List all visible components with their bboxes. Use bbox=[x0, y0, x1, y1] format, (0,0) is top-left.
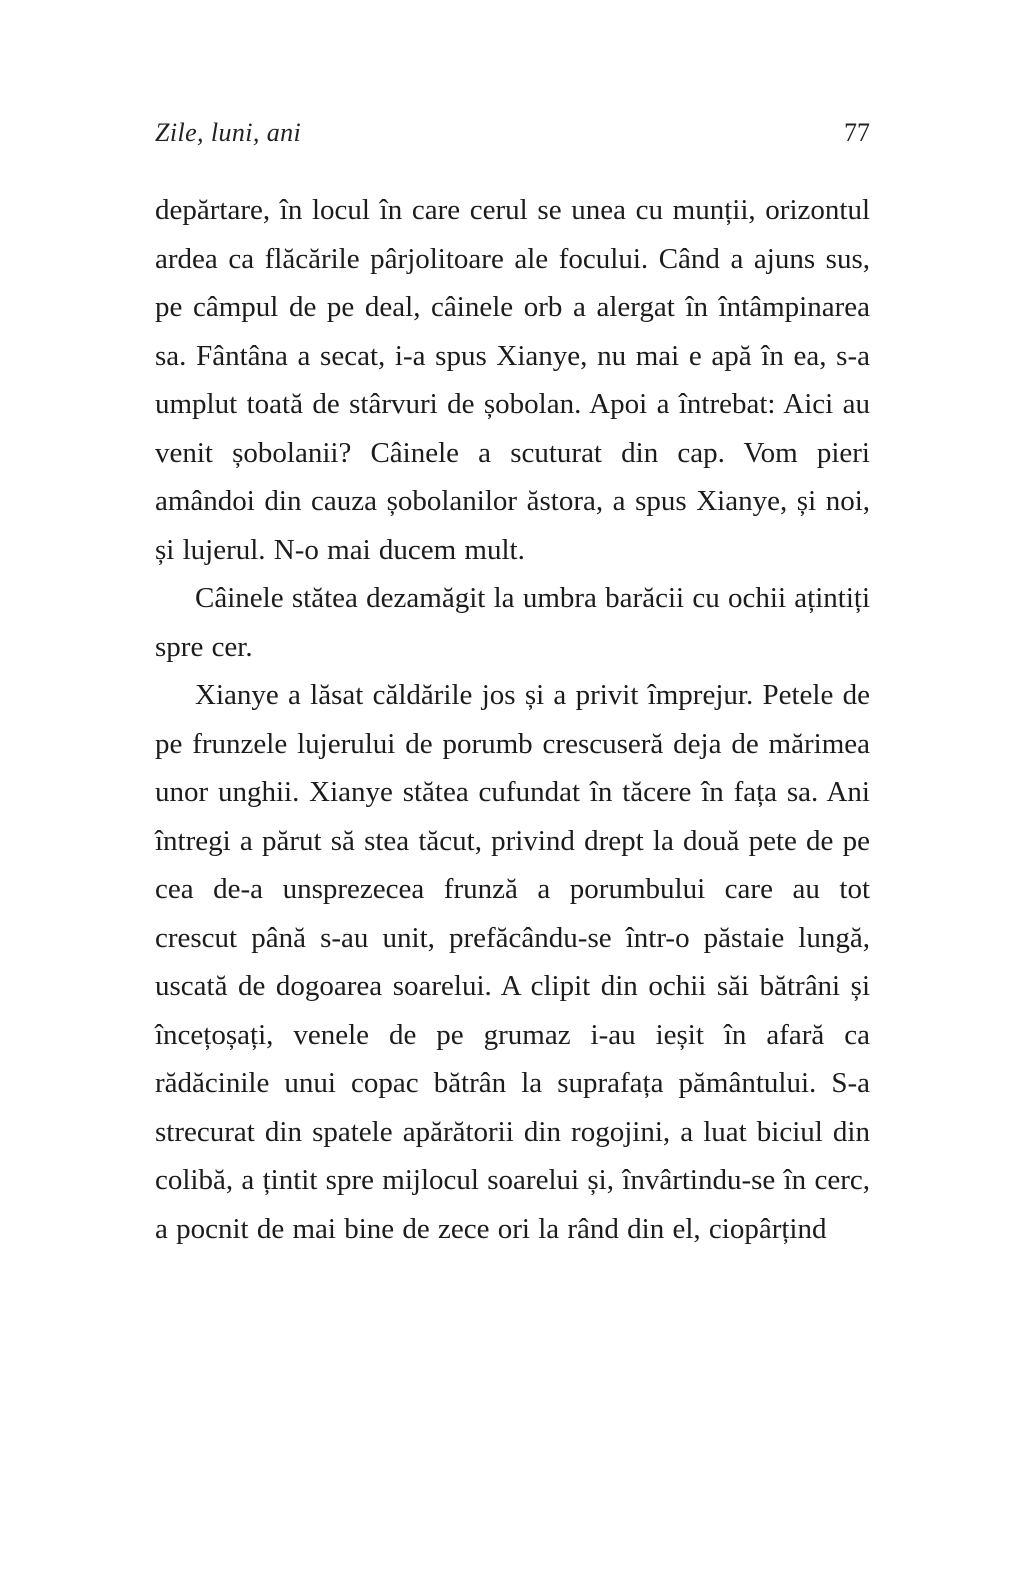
paragraph: Xianye a lăsat căldările jos și a privit împrejur. Petele de pe frunzele lujerului de porumb crescuseră deja de mărimea unor unghii. Xianye stătea cufundat în tăcere în fața sa. Ani întregi a părut să stea tăcut, privind drept la două pete de pe cea de-a unsprezecea frunză a porumbului care au tot crescut până s-au unit, prefăcându-se într-o păstaie lungă, uscată de dogoarea soarelui. A clipit din ochii săi bătrâni și încețoșați, venele de pe grumaz i-au ieșit în afară ca rădăcinile unui copac bătrân la suprafața pământului. S-a strecurat din spatele apărătorii din rogojini, a luat biciul din colibă, a țintit spre mijlocul soarelui și, învârtindu-se în cerc, a pocnit de mai bine de zece ori la rând din el, ciopârțind bbox=[155, 679, 870, 1245]
paragraph: Câinele stătea dezamăgit la umbra barăcii cu ochii ațintiți spre cer. bbox=[155, 582, 870, 663]
body-text bbox=[155, 186, 870, 1253]
page-header bbox=[155, 118, 870, 148]
paragraph: depărtare, în locul în care cerul se unea cu munții, orizontul ardea ca flăcările pârjolitoare ale focului. Când a ajuns sus, pe câmpul de pe deal, câinele orb a alergat în întâmpinarea sa. Fântâna a secat, i-a spus Xianye, nu mai e apă în ea, s-a umplut toată de stârvuri de șobolan. Apoi a întrebat: Aici au venit șobolanii? Câinele a scuturat din cap. Vom pieri amândoi din cauza șobolanilor ăstora, a spus Xianye, și noi, și lujerul. N-o mai ducem mult. bbox=[155, 194, 870, 566]
running-title: Zile, luni, ani bbox=[155, 118, 302, 147]
page-number: 77 bbox=[844, 118, 870, 147]
